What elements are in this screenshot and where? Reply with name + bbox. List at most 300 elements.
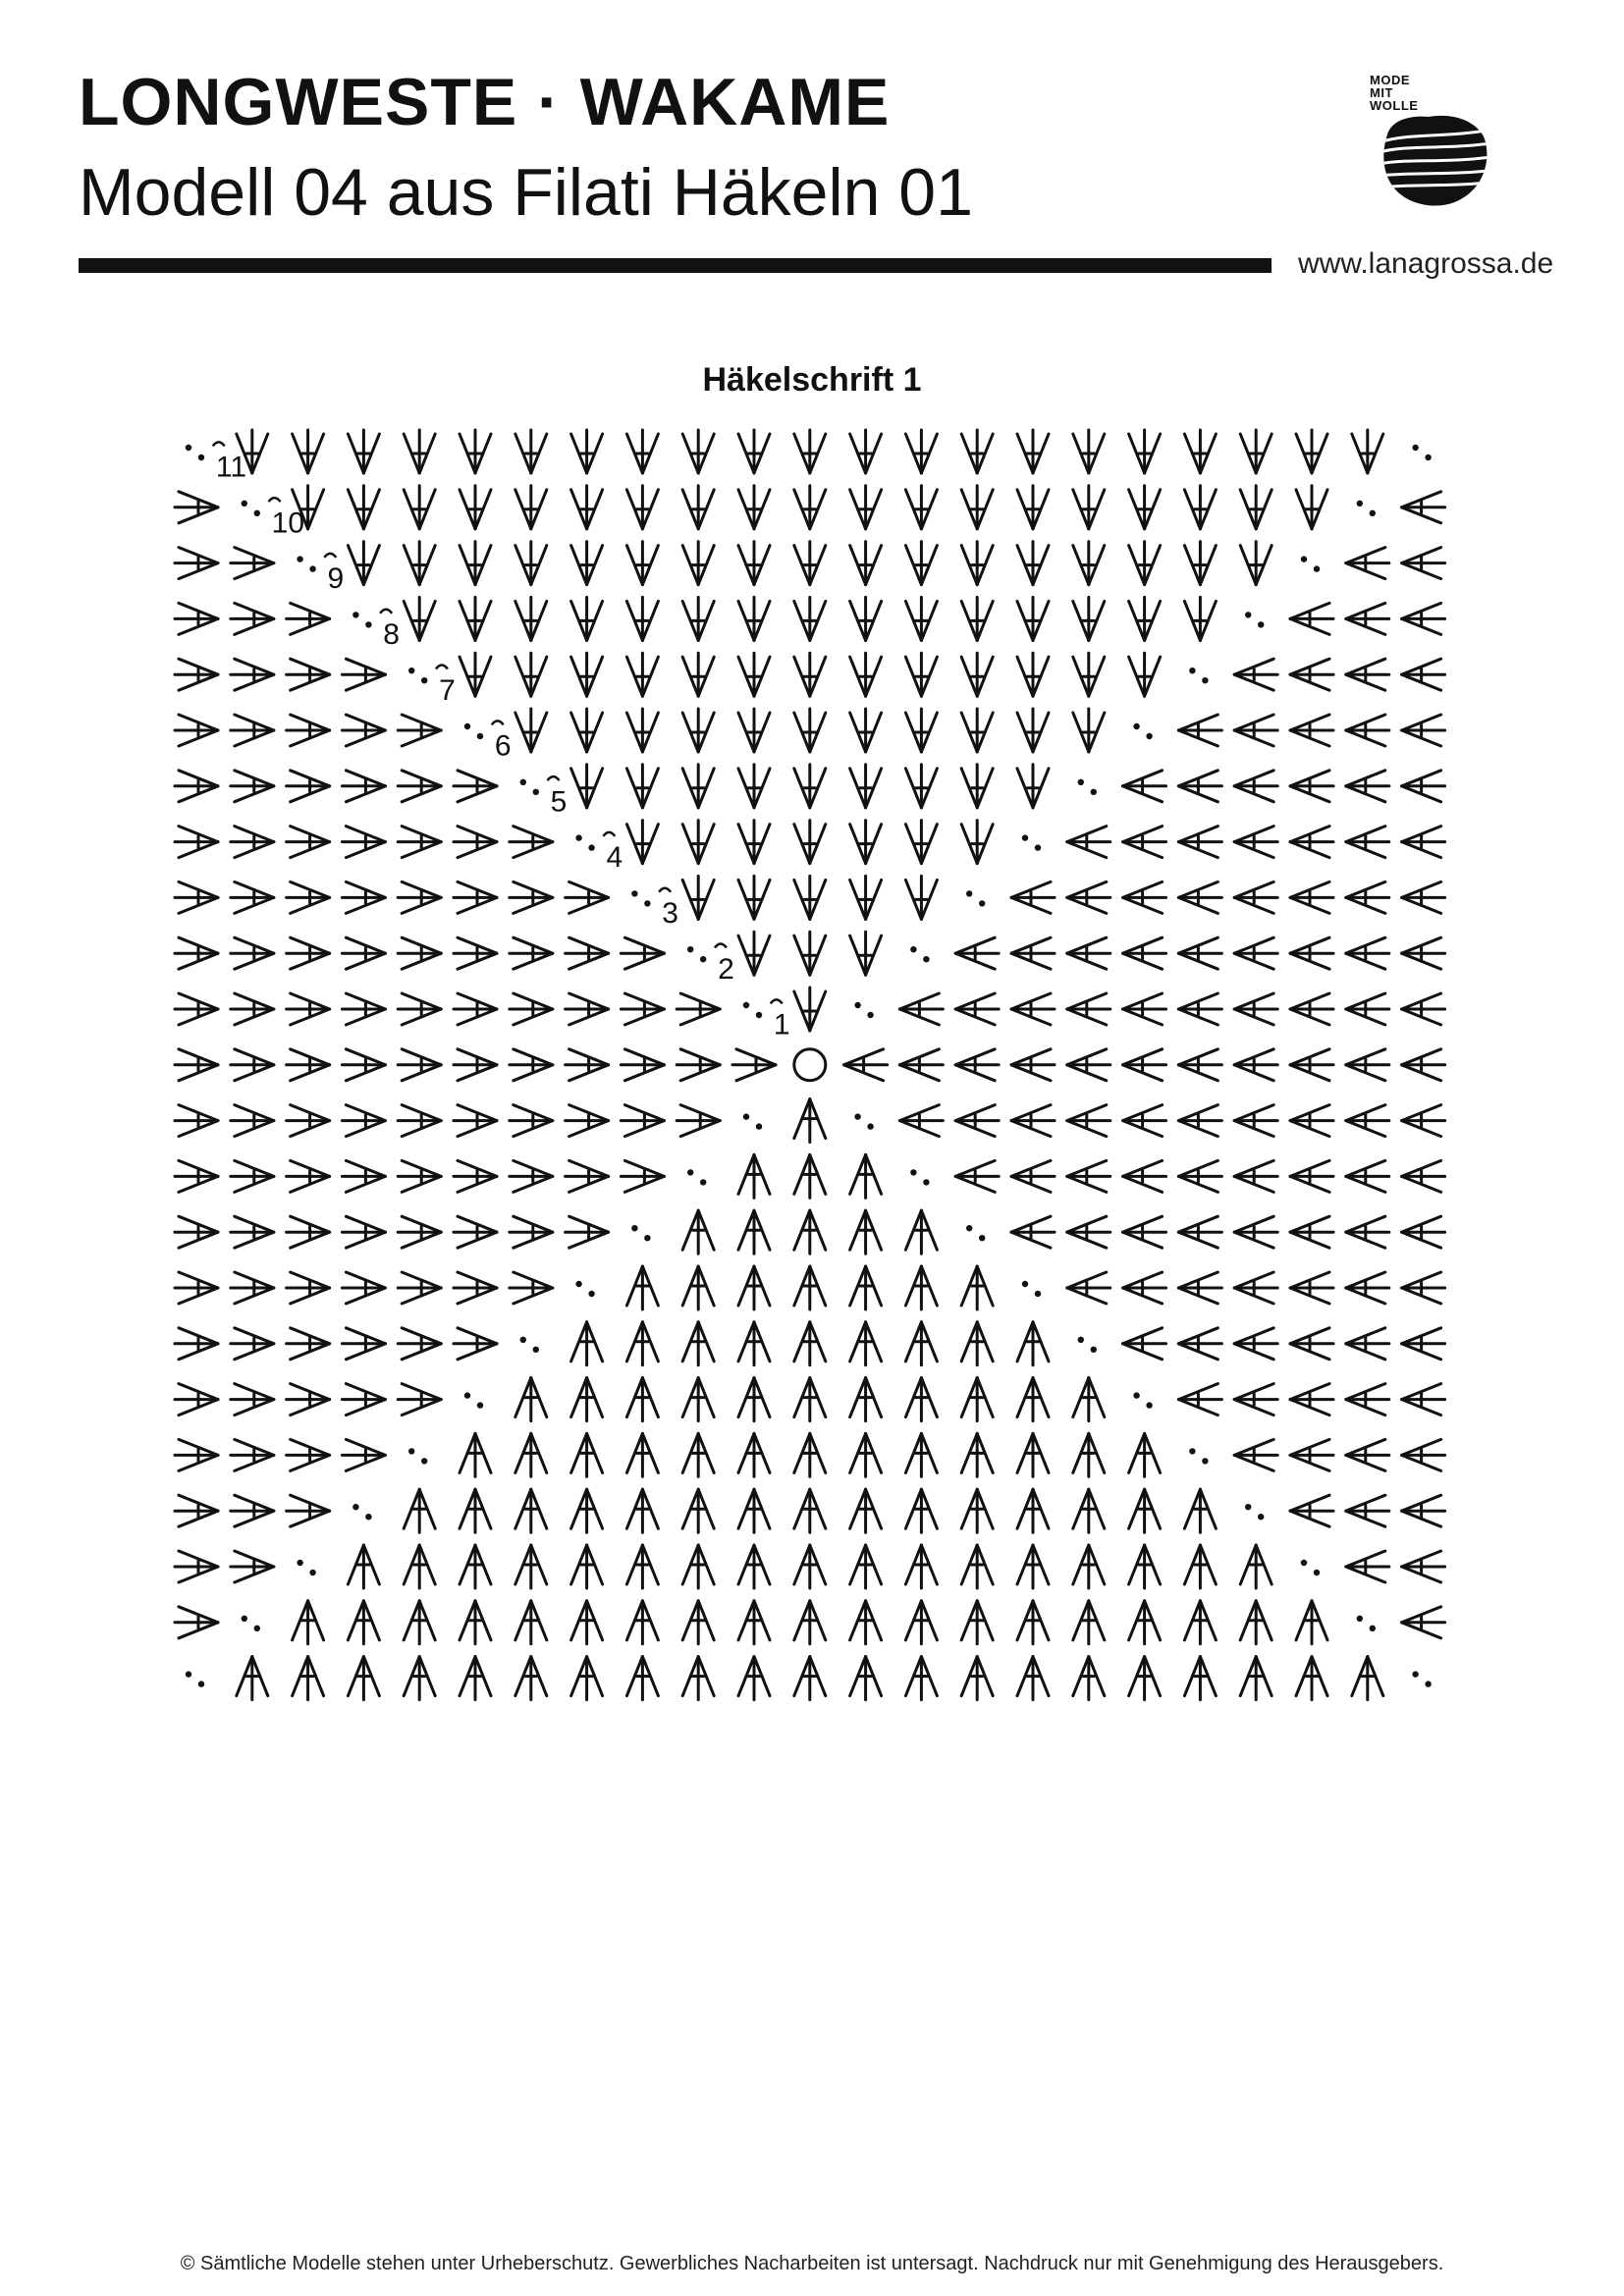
stitch-symbol [1296, 1657, 1327, 1700]
stitch-symbol [510, 1049, 553, 1081]
stitch-symbol [348, 430, 379, 473]
stitch-symbol [850, 542, 882, 585]
header-divider [79, 258, 1272, 273]
stitch-symbol [175, 1607, 218, 1638]
stitch-symbol [287, 1272, 330, 1304]
stitch-symbol [738, 486, 770, 529]
stitch-symbol [626, 1266, 658, 1309]
stitch-symbol [1073, 542, 1105, 585]
round-number-label: 3 [662, 896, 678, 930]
stitch-symbol [1017, 1601, 1049, 1644]
round-number-label: 8 [383, 617, 400, 651]
stitch-symbol [1129, 597, 1161, 640]
chain-dot-symbol [520, 779, 539, 795]
chain-dot-symbol [910, 1169, 929, 1185]
stitch-symbol [850, 1210, 882, 1254]
stitch-symbol [1011, 1105, 1055, 1137]
stitch-symbol [1402, 993, 1445, 1025]
stitch-symbol [850, 932, 882, 975]
stitch-symbol [454, 1272, 497, 1304]
stitch-symbol [237, 1657, 268, 1700]
stitch-symbol [905, 1601, 937, 1644]
stitch-symbol [1290, 1328, 1333, 1360]
stitch-symbol [342, 1272, 385, 1304]
stitch-symbol [1296, 486, 1327, 529]
stitch-symbol [460, 542, 491, 585]
stitch-symbol [738, 542, 770, 585]
chain-dot-symbol [352, 612, 371, 627]
stitch-symbol [626, 1322, 658, 1365]
page-subtitle: Modell 04 aus Filati Häkeln 01 [79, 155, 973, 230]
chain-dot-symbol [297, 556, 315, 571]
stitch-symbol [626, 430, 658, 473]
stitch-symbol [1184, 1657, 1216, 1700]
stitch-symbol [1123, 1049, 1166, 1081]
chain-dot-symbol [854, 1002, 873, 1018]
stitch-symbol [850, 1601, 882, 1644]
chain-dot-symbol [1133, 1392, 1152, 1408]
stitch-symbol [342, 771, 385, 802]
stitch-symbol [1178, 1328, 1221, 1360]
stitch-symbol [1129, 1601, 1161, 1644]
stitch-symbol [682, 1210, 714, 1254]
stitch-symbol [1290, 1105, 1333, 1137]
stitch-symbol [1346, 548, 1389, 579]
stitch-symbol [1017, 542, 1049, 585]
stitch-symbol [510, 1216, 553, 1248]
stitch-symbol [1240, 430, 1272, 473]
chain-dot-symbol [1078, 1337, 1097, 1353]
stitch-symbol [682, 430, 714, 473]
stitch-symbol [1290, 1439, 1333, 1470]
stitch-symbol [905, 1378, 937, 1421]
chain-dot-symbol [966, 890, 985, 906]
stitch-symbol [794, 1210, 826, 1254]
stitch-symbol [571, 430, 603, 473]
stitch-symbol [287, 1495, 330, 1526]
stitch-symbol [1234, 1272, 1277, 1304]
stitch-symbol [398, 1328, 441, 1360]
stitch-symbol [1017, 1545, 1049, 1588]
round-start-marker [548, 776, 560, 780]
stitch-symbol [955, 937, 999, 969]
stitch-symbol [1073, 1489, 1105, 1532]
chain-dot-symbol [186, 1671, 204, 1686]
stitch-symbol [1402, 937, 1445, 969]
stitch-symbol [905, 876, 937, 919]
round-start-marker [324, 554, 336, 558]
stitch-symbol [794, 1266, 826, 1309]
stitch-symbol [398, 715, 441, 746]
stitch-symbol [1346, 1105, 1389, 1137]
stitch-symbol [626, 1601, 658, 1644]
stitch-symbol [1017, 486, 1049, 529]
stitch-symbol [1290, 715, 1333, 746]
stitch-symbol [1017, 430, 1049, 473]
stitch-symbol [1402, 1551, 1445, 1582]
stitch-symbol [342, 659, 385, 690]
stitch-symbol [1073, 597, 1105, 640]
stitch-symbol [905, 821, 937, 864]
stitch-symbol [961, 1322, 993, 1365]
stitch-symbol [626, 1378, 658, 1421]
stitch-symbol [1240, 1601, 1272, 1644]
stitch-symbol [1290, 937, 1333, 969]
stitch-symbol [231, 715, 274, 746]
stitch-symbol [961, 653, 993, 696]
stitch-symbol [850, 1657, 882, 1700]
stitch-symbol [454, 1328, 497, 1360]
stitch-symbol [1346, 1495, 1389, 1526]
stitch-symbol [1352, 430, 1383, 473]
stitch-symbol [1234, 937, 1277, 969]
stitch-symbol [961, 597, 993, 640]
stitch-symbol [510, 993, 553, 1025]
stitch-symbol [794, 876, 826, 919]
stitch-symbol [738, 597, 770, 640]
stitch-symbol [1073, 1545, 1105, 1588]
stitch-symbol [231, 603, 274, 634]
stitch-symbol [342, 1439, 385, 1470]
stitch-symbol [398, 993, 441, 1025]
logo-tagline-line-3: WOLLE [1370, 98, 1419, 113]
stitch-symbol [1017, 1433, 1049, 1476]
stitch-symbol [794, 1378, 826, 1421]
stitch-symbol [460, 1657, 491, 1700]
stitch-symbol [1346, 1049, 1389, 1081]
stitch-symbol [1129, 542, 1161, 585]
stitch-symbol [571, 1433, 603, 1476]
stitch-symbol [404, 1657, 435, 1700]
stitch-symbol [1129, 486, 1161, 529]
stitch-symbol [1073, 1601, 1105, 1644]
stitch-symbol [732, 1049, 776, 1081]
chain-dot-symbol [1189, 1448, 1208, 1464]
chain-dot-symbol [687, 946, 706, 962]
chain-dot-symbol [1078, 779, 1097, 795]
stitch-symbol [1073, 1433, 1105, 1476]
stitch-symbol [287, 659, 330, 690]
chain-dot-symbol [687, 1169, 706, 1185]
stitch-symbol [1240, 1657, 1272, 1700]
stitch-symbol [566, 937, 609, 969]
stitch-symbol [1178, 993, 1221, 1025]
stitch-symbol [1073, 1378, 1105, 1421]
stitch-symbol [175, 1105, 218, 1137]
stitch-symbol [454, 1216, 497, 1248]
round-number-label: 4 [606, 841, 623, 875]
stitch-symbol [961, 1657, 993, 1700]
stitch-symbol [682, 1266, 714, 1309]
stitch-symbol [1123, 827, 1166, 858]
stitch-symbol [1067, 1160, 1110, 1192]
stitch-symbol [398, 1272, 441, 1304]
stitch-symbol [1178, 1216, 1221, 1248]
stitch-symbol [1011, 937, 1055, 969]
stitch-symbol [1067, 1049, 1110, 1081]
stitch-symbol [1402, 492, 1445, 523]
stitch-symbol [1129, 1433, 1161, 1476]
stitch-symbol [905, 1657, 937, 1700]
stitch-symbol [515, 709, 547, 752]
stitch-symbol [231, 1328, 274, 1360]
stitch-symbol [1178, 881, 1221, 913]
stitch-symbol [175, 937, 218, 969]
stitch-symbol [342, 1328, 385, 1360]
stitch-symbol [510, 937, 553, 969]
stitch-symbol [850, 765, 882, 808]
stitch-symbol [1017, 1657, 1049, 1700]
stitch-symbol [682, 1433, 714, 1476]
stitch-symbol [398, 771, 441, 802]
stitch-symbol [1240, 542, 1272, 585]
stitch-symbol [571, 1322, 603, 1365]
round-number-label: 11 [215, 451, 247, 484]
stitch-symbol [1346, 1216, 1389, 1248]
stitch-symbol [626, 653, 658, 696]
stitch-symbol [175, 603, 218, 634]
stitch-symbol [682, 1489, 714, 1532]
stitch-symbol [571, 1378, 603, 1421]
stitch-symbol [175, 993, 218, 1025]
stitch-symbol [1017, 1378, 1049, 1421]
stitch-symbol [1011, 1160, 1055, 1192]
stitch-symbol [626, 1545, 658, 1588]
stitch-symbol [293, 1657, 324, 1700]
stitch-symbol [231, 1439, 274, 1470]
stitch-symbol [1184, 486, 1216, 529]
stitch-symbol [899, 1049, 943, 1081]
stitch-symbol [287, 881, 330, 913]
round-start-marker [603, 832, 615, 836]
stitch-symbol [1234, 1160, 1277, 1192]
stitch-symbol [794, 597, 826, 640]
stitch-symbol [1073, 430, 1105, 473]
stitch-symbol [231, 827, 274, 858]
stitch-symbol [460, 486, 491, 529]
stitch-symbol [454, 881, 497, 913]
stitch-symbol [794, 486, 826, 529]
stitch-symbol [515, 1657, 547, 1700]
stitch-symbol [1290, 1495, 1333, 1526]
stitch-symbol [293, 430, 324, 473]
stitch-symbol [454, 827, 497, 858]
stitch-symbol [1011, 1049, 1055, 1081]
stitch-symbol [1346, 1272, 1389, 1304]
stitch-symbol [621, 937, 664, 969]
stitch-symbol [231, 659, 274, 690]
stitch-symbol [1402, 1216, 1445, 1248]
stitch-symbol [175, 1495, 218, 1526]
stitch-symbol [293, 1601, 324, 1644]
stitch-symbol [515, 430, 547, 473]
stitch-symbol [1290, 1216, 1333, 1248]
chain-dot-symbol [1022, 1281, 1041, 1297]
stitch-symbol [1290, 603, 1333, 634]
stitch-symbol [515, 1489, 547, 1532]
stitch-symbol [1184, 1489, 1216, 1532]
stitch-symbol [1402, 1272, 1445, 1304]
stitch-symbol [682, 653, 714, 696]
diagram-title: Häkelschrift 1 [702, 361, 922, 399]
stitch-symbol [287, 993, 330, 1025]
stitch-symbol [794, 821, 826, 864]
stitch-symbol [905, 1433, 937, 1476]
stitch-symbol [404, 597, 435, 640]
stitch-symbol [1346, 1439, 1389, 1470]
stitch-symbol [398, 1216, 441, 1248]
stitch-symbol [460, 1545, 491, 1588]
round-number-label: 2 [718, 952, 734, 986]
stitch-symbol [738, 1322, 770, 1365]
stitch-symbol [1067, 1272, 1110, 1304]
stitch-symbol [794, 1545, 826, 1588]
stitch-symbol [1346, 603, 1389, 634]
chain-dot-symbol [297, 1560, 315, 1575]
stitch-symbol [515, 1433, 547, 1476]
round-number-label: 7 [439, 673, 456, 707]
stitch-symbol [626, 1489, 658, 1532]
chain-dot-symbol [408, 1448, 427, 1464]
stitch-symbol [1184, 1601, 1216, 1644]
stitch-symbol [1296, 1601, 1327, 1644]
stitch-symbol [850, 709, 882, 752]
stitch-symbol [175, 827, 218, 858]
stitch-symbol [231, 993, 274, 1025]
stitch-symbol [1240, 1545, 1272, 1588]
stitch-symbol [1234, 1439, 1277, 1470]
stitch-symbol [231, 1160, 274, 1192]
chain-dot-symbol [966, 1225, 985, 1241]
stitch-symbol [905, 486, 937, 529]
stitch-symbol [626, 597, 658, 640]
stitch-symbol [566, 1049, 609, 1081]
stitch-symbol [398, 937, 441, 969]
stitch-symbol [1402, 1328, 1445, 1360]
stitch-symbol [905, 1322, 937, 1365]
stitch-symbol [961, 1378, 993, 1421]
stitch-symbol [1017, 597, 1049, 640]
stitch-symbol [454, 937, 497, 969]
stitch-symbol [571, 1601, 603, 1644]
stitch-symbol [515, 1601, 547, 1644]
stitch-symbol [1290, 771, 1333, 802]
stitch-symbol [404, 1545, 435, 1588]
stitch-symbol [1402, 1160, 1445, 1192]
stitch-symbol [1346, 993, 1389, 1025]
stitch-symbol [398, 1105, 441, 1137]
stitch-symbol [1129, 653, 1161, 696]
chain-dot-symbol [1412, 1671, 1431, 1686]
stitch-symbol [626, 765, 658, 808]
stitch-symbol [1011, 881, 1055, 913]
stitch-symbol [1184, 1545, 1216, 1588]
stitch-symbol [621, 1105, 664, 1137]
yarn-ball-icon [1370, 74, 1507, 211]
logo-tagline-line-1: MODE [1370, 73, 1410, 87]
stitch-symbol [738, 1489, 770, 1532]
stitch-symbol [231, 1272, 274, 1304]
stitch-symbol [850, 1322, 882, 1365]
stitch-symbol [955, 1049, 999, 1081]
stitch-symbol [404, 1489, 435, 1532]
stitch-symbol [287, 1384, 330, 1415]
stitch-symbol [231, 1049, 274, 1081]
stitch-symbol [1234, 659, 1277, 690]
stitch-symbol [961, 1266, 993, 1309]
stitch-symbol [850, 821, 882, 864]
stitch-symbol [1296, 430, 1327, 473]
stitch-symbol [348, 1601, 379, 1644]
stitch-symbol [1346, 659, 1389, 690]
crochet-diagram [147, 412, 1473, 1708]
stitch-symbol [850, 1433, 882, 1476]
stitch-symbol [738, 1601, 770, 1644]
website-link[interactable]: www.lanagrossa.de [1298, 247, 1554, 280]
stitch-symbol [1402, 881, 1445, 913]
stitch-symbol [348, 1545, 379, 1588]
stitch-symbol [510, 1160, 553, 1192]
stitch-symbol [905, 1266, 937, 1309]
stitch-symbol [342, 993, 385, 1025]
stitch-symbol [571, 1657, 603, 1700]
stitch-symbol [342, 827, 385, 858]
round-start-marker [436, 666, 448, 669]
stitch-symbol [905, 1489, 937, 1532]
chain-dot-symbol [464, 723, 483, 739]
stitch-symbol [342, 1216, 385, 1248]
stitch-symbol [1290, 827, 1333, 858]
stitch-symbol [231, 1495, 274, 1526]
stitch-symbol [454, 771, 497, 802]
stitch-symbol [231, 548, 274, 579]
stitch-symbol [850, 1154, 882, 1198]
stitch-symbol [905, 430, 937, 473]
stitch-symbol [1402, 771, 1445, 802]
stitch-symbol [961, 709, 993, 752]
stitch-symbol [231, 937, 274, 969]
stitch-symbol [850, 1266, 882, 1309]
chain-dot-symbol [1357, 1616, 1376, 1631]
stitch-symbol [1346, 881, 1389, 913]
stitch-symbol [1234, 827, 1277, 858]
stitch-symbol [794, 932, 826, 975]
stitch-symbol [175, 548, 218, 579]
stitch-symbol [794, 988, 826, 1031]
stitch-symbol [1129, 1545, 1161, 1588]
stitch-symbol [460, 1433, 491, 1476]
stitch-symbol [626, 1657, 658, 1700]
stitch-symbol [1184, 430, 1216, 473]
stitch-symbol [1346, 1328, 1389, 1360]
chain-dot-symbol [1133, 723, 1152, 739]
round-number-label: 6 [494, 729, 512, 763]
stitch-symbol [1402, 1105, 1445, 1137]
stitch-symbol [738, 765, 770, 808]
stitch-symbol [738, 1378, 770, 1421]
stitch-symbol [515, 1545, 547, 1588]
stitch-symbol [682, 1378, 714, 1421]
round-start-marker [213, 442, 225, 446]
chain-dot-symbol [1245, 1504, 1264, 1520]
stitch-symbol [1402, 659, 1445, 690]
stitch-symbol [460, 1489, 491, 1532]
stitch-symbol [566, 1105, 609, 1137]
stitch-symbol [1234, 1105, 1277, 1137]
stitch-symbol [1234, 771, 1277, 802]
stitch-symbol [850, 486, 882, 529]
stitch-symbol [738, 1433, 770, 1476]
